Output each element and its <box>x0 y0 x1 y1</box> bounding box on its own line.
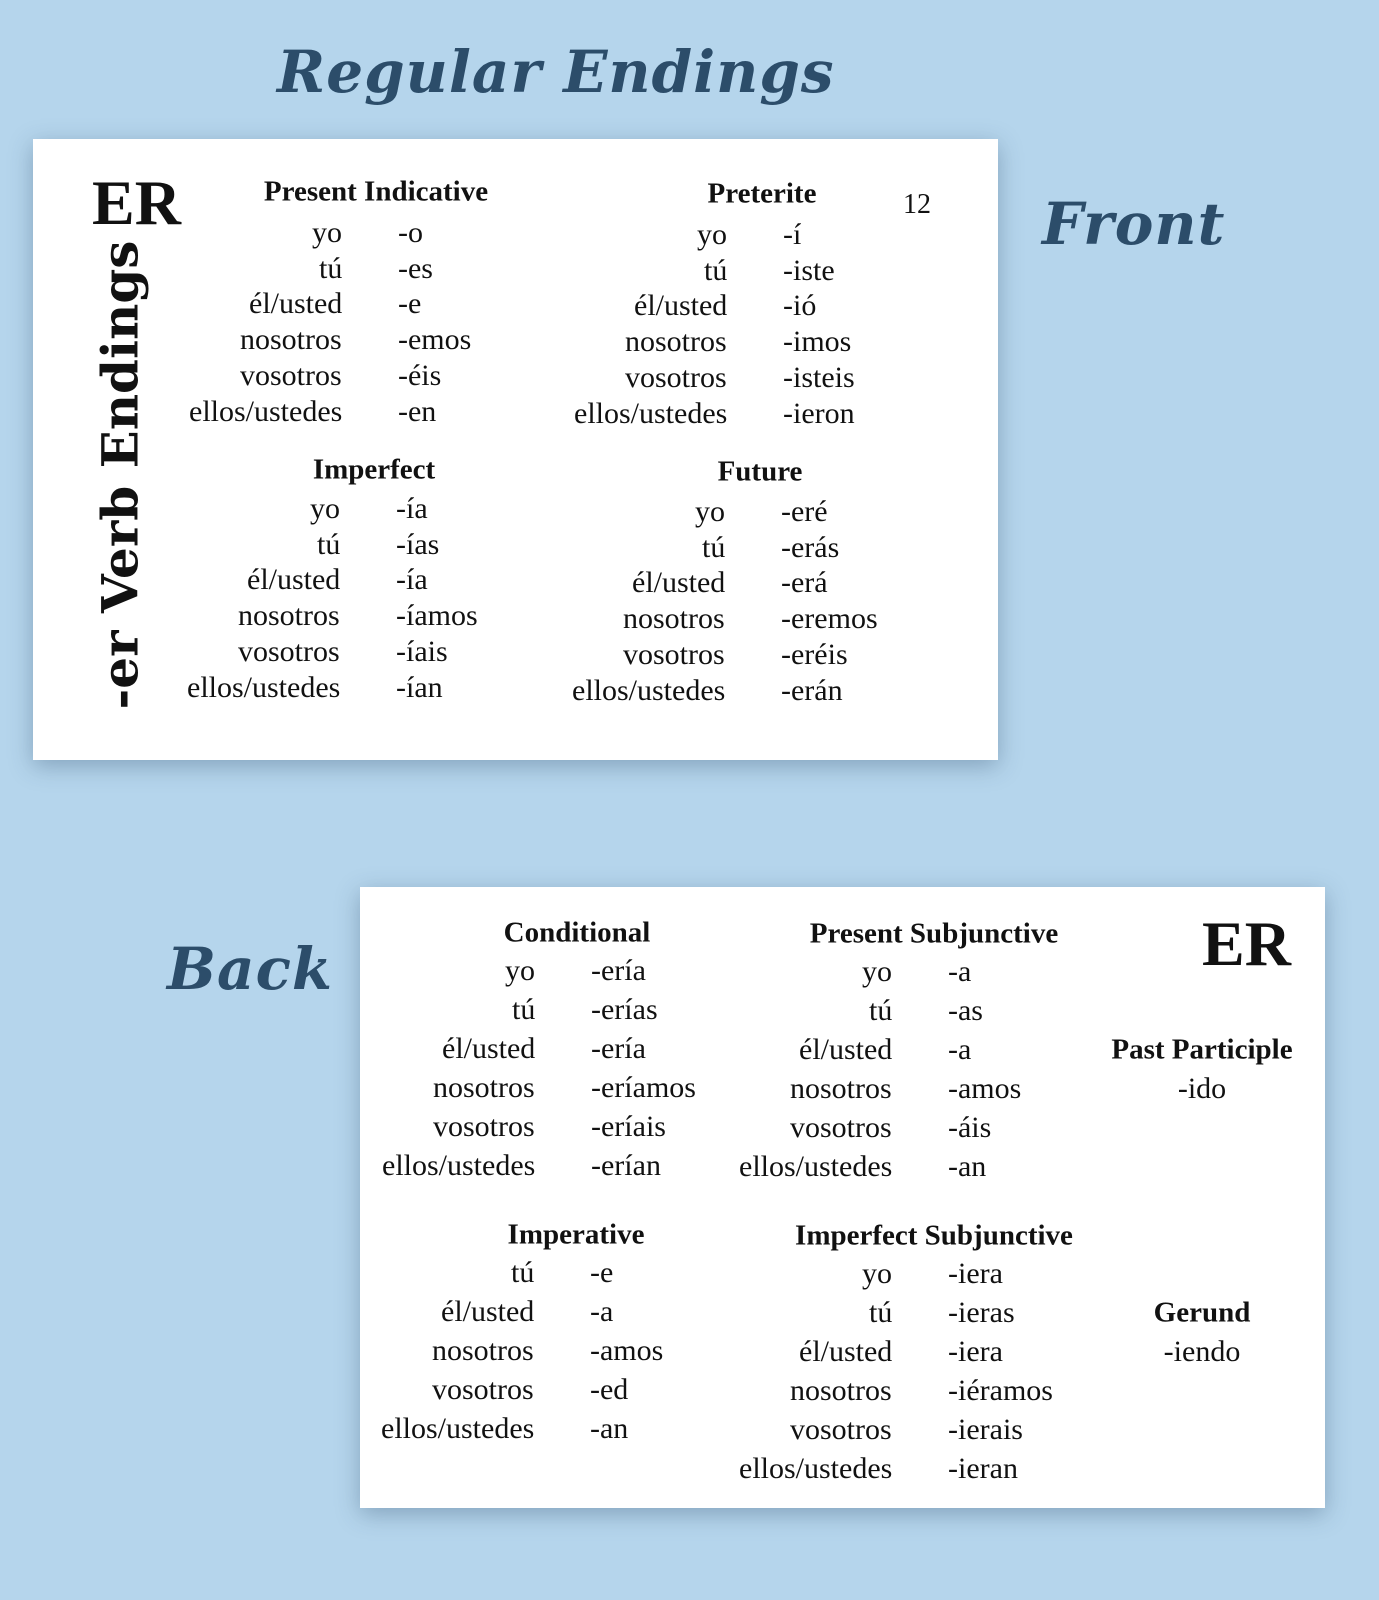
pronoun: ellos/ustedes <box>574 396 728 430</box>
pronoun: él/usted <box>634 289 728 323</box>
pronoun: tú <box>511 1256 535 1289</box>
card-number: 12 <box>903 189 931 220</box>
back-label: Back <box>167 935 334 1003</box>
pronoun: tú <box>869 994 893 1027</box>
pronoun: nosotros <box>625 325 727 359</box>
ending: -a <box>948 955 972 988</box>
gerund-heading: Gerund <box>1153 1296 1251 1329</box>
pronoun: vosotros <box>625 360 727 394</box>
page-title: Regular Endings <box>277 38 835 106</box>
ending: -iera <box>948 1335 1003 1368</box>
ending: -iéramos <box>948 1374 1053 1407</box>
ending: -eré <box>781 495 828 528</box>
ending: -e <box>590 1256 614 1289</box>
ending: -eríamos <box>591 1071 696 1104</box>
ending: -an <box>948 1150 987 1183</box>
tense-heading: Imperative <box>507 1218 645 1251</box>
pronoun: vosotros <box>623 637 725 671</box>
ending: -an <box>590 1412 629 1445</box>
past-participle-value: -ido <box>1177 1072 1227 1105</box>
pronoun: tú <box>317 527 341 561</box>
ending: -erían <box>591 1149 661 1182</box>
ending: -o <box>398 216 423 249</box>
ending: -erá <box>781 566 828 600</box>
pronoun: nosotros <box>790 1374 892 1407</box>
ending: -eríais <box>591 1110 666 1143</box>
pronoun: él/usted <box>442 1032 536 1065</box>
pronoun: vosotros <box>238 634 340 668</box>
pronoun: nosotros <box>432 1334 534 1367</box>
pronoun: ellos/ustedes <box>739 1150 893 1183</box>
pronoun: ellos/ustedes <box>187 670 341 704</box>
ending: -iera <box>948 1257 1003 1290</box>
pronoun: él/usted <box>441 1295 535 1328</box>
ending: -e <box>398 287 422 321</box>
ending: -ía <box>396 492 428 525</box>
pronoun: ellos/ustedes <box>382 1149 536 1182</box>
pronoun: vosotros <box>790 1413 892 1446</box>
pronoun: ellos/ustedes <box>381 1412 535 1445</box>
pronoun: él/usted <box>632 566 726 600</box>
past-participle-heading: Past Participle <box>1111 1033 1293 1066</box>
pronoun: nosotros <box>240 323 342 357</box>
pronoun: nosotros <box>433 1071 535 1104</box>
pronoun: ellos/ustedes <box>572 673 726 707</box>
pronoun: yo <box>862 1257 892 1290</box>
ending: -en <box>398 394 437 428</box>
tense-heading: Conditional <box>503 916 651 949</box>
pronoun: vosotros <box>240 358 342 392</box>
ending: -íamos <box>396 599 478 633</box>
ending: -isteis <box>783 360 855 394</box>
ending: -íais <box>396 634 448 668</box>
back-card <box>360 887 1325 1508</box>
pronoun: yo <box>695 495 725 528</box>
pronoun: vosotros <box>432 1373 534 1406</box>
pronoun: ellos/ustedes <box>739 1452 893 1485</box>
front-label: Front <box>1042 190 1226 258</box>
ending: -eréis <box>781 637 848 671</box>
tense-heading: Present Subjunctive <box>809 917 1059 950</box>
ending: -emos <box>398 323 472 357</box>
ending: -erás <box>781 530 840 564</box>
er-badge: ER <box>92 167 181 238</box>
ending: -ierais <box>948 1413 1023 1446</box>
ending: -ería <box>591 954 646 987</box>
er-badge: ER <box>1202 908 1291 979</box>
ending: -ieran <box>948 1452 1018 1485</box>
ending: -áis <box>948 1111 992 1144</box>
ending: -ieras <box>948 1296 1015 1329</box>
front-card <box>33 139 998 760</box>
ending: -a <box>590 1295 614 1328</box>
ending: -ieron <box>783 396 855 430</box>
pronoun: nosotros <box>623 602 725 636</box>
ending: -éis <box>398 358 442 392</box>
ending: -ían <box>396 670 443 704</box>
ending: -erán <box>781 673 843 707</box>
ending: -as <box>948 994 983 1027</box>
pronoun: yo <box>312 216 342 249</box>
ending: -eremos <box>781 602 878 636</box>
pronoun: tú <box>704 253 728 287</box>
ending: -amos <box>590 1334 664 1367</box>
tense-heading: Future <box>717 455 803 488</box>
tense-heading: Imperfect Subjunctive <box>795 1219 1073 1252</box>
ending: -amos <box>948 1072 1022 1105</box>
pronoun: nosotros <box>790 1072 892 1105</box>
pronoun: tú <box>869 1296 893 1329</box>
pronoun: yo <box>310 492 340 525</box>
ending: -ió <box>783 289 817 323</box>
pronoun: yo <box>862 955 892 988</box>
pronoun: vosotros <box>433 1110 535 1143</box>
pronoun: yo <box>697 218 727 251</box>
ending: -ía <box>396 563 428 597</box>
tense-heading: Imperfect <box>312 453 436 486</box>
ending: -es <box>398 251 433 285</box>
pronoun: ellos/ustedes <box>189 394 343 428</box>
ending: -a <box>948 1033 972 1066</box>
ending: -iste <box>783 253 835 287</box>
ending: -ías <box>396 527 440 561</box>
pronoun: nosotros <box>238 599 340 633</box>
pronoun: él/usted <box>247 563 341 597</box>
ending: -ería <box>591 1032 646 1065</box>
ending: -ed <box>590 1373 629 1406</box>
tense-heading: Present Indicative <box>263 175 489 208</box>
side-title: -er Verb Endings <box>90 240 150 710</box>
ending: -erías <box>591 993 658 1026</box>
pronoun: él/usted <box>249 287 343 321</box>
gerund-value: -iendo <box>1163 1335 1241 1368</box>
pronoun: él/usted <box>799 1033 893 1066</box>
tense-heading: Preterite <box>707 177 817 210</box>
pronoun: vosotros <box>790 1111 892 1144</box>
ending: -imos <box>783 325 852 359</box>
pronoun: tú <box>512 993 536 1026</box>
pronoun: tú <box>702 530 726 564</box>
ending: -í <box>783 218 802 251</box>
pronoun: yo <box>505 954 535 987</box>
pronoun: tú <box>319 251 343 285</box>
pronoun: él/usted <box>799 1335 893 1368</box>
